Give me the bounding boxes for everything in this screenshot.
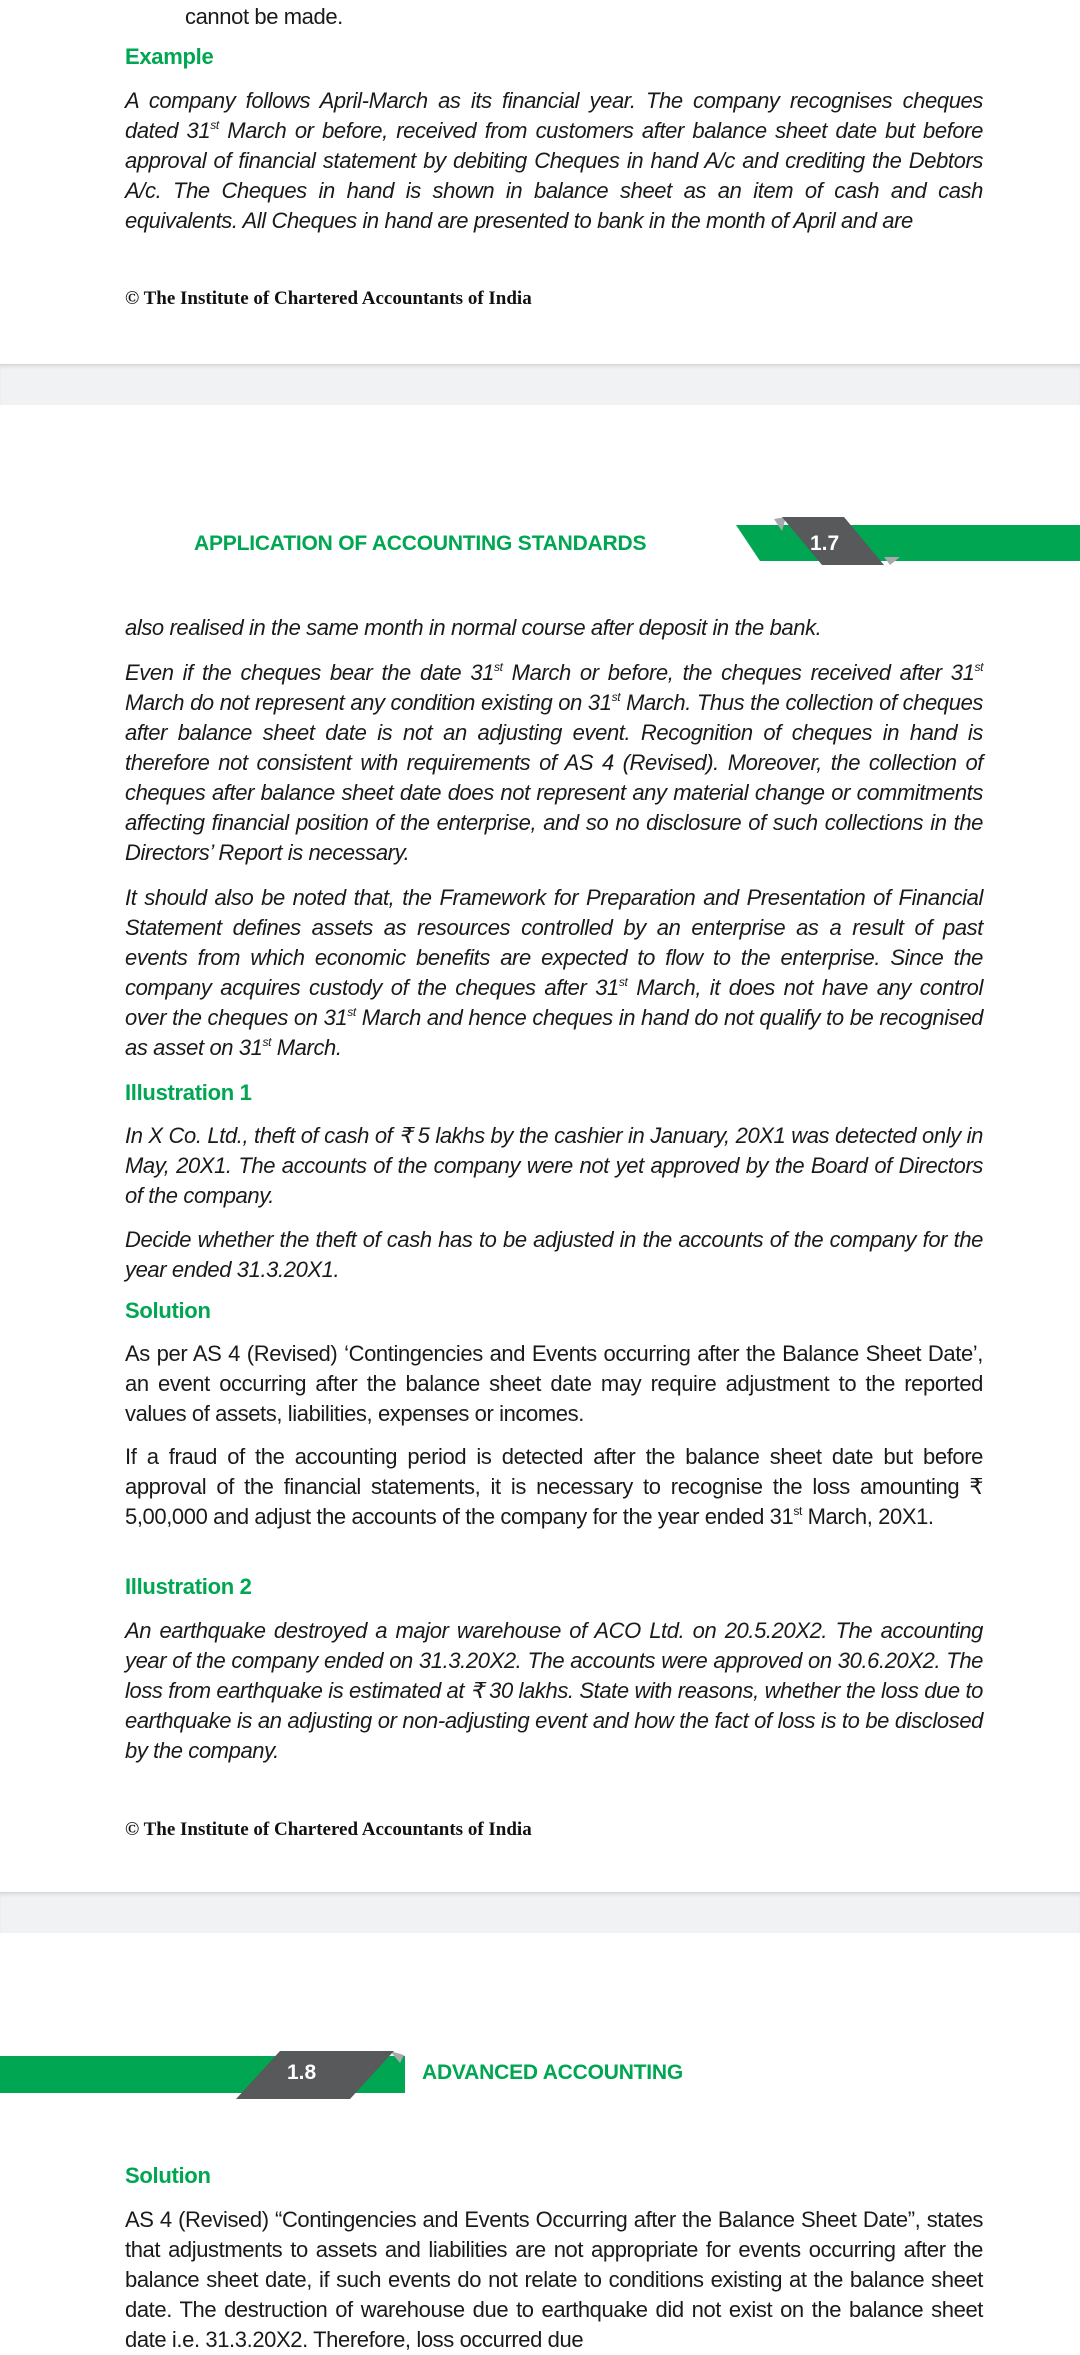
page-number: 1.7 bbox=[810, 532, 840, 555]
page-number: 1.8 bbox=[287, 2061, 317, 2084]
page-footer-copyright: © The Institute of Chartered Accountants of India bbox=[125, 1819, 532, 1840]
pdf-page-3 bbox=[0, 1933, 1080, 2352]
example-heading: Example bbox=[125, 44, 214, 69]
green-band bbox=[736, 525, 1080, 561]
page-separator bbox=[0, 1892, 1080, 1934]
solution-2-text: AS 4 (Revised) “Contingencies and Events Occurring after the Balance Sheet Date”, states that adjustments to assets and liabilities are not appropriate for events occurring after the balance sheet date, if such events do not relate to conditions existing at the balance sheet date. The destruction of warehouse due to earthquake did not exist on the balance sheet date i.e. 31.3.20X2. Therefore, loss occurred due bbox=[125, 2207, 983, 2352]
page-header-title: ADVANCED ACCOUNTING bbox=[422, 2061, 684, 2084]
solution-1-heading: Solution bbox=[125, 1298, 211, 1323]
continuation-text: also realised in the same month in normal course after deposit in the bank. bbox=[125, 615, 822, 640]
ordinal-superscript: st bbox=[974, 660, 984, 674]
illustration-1-heading: Illustration 1 bbox=[125, 1080, 252, 1105]
page-number-band bbox=[724, 513, 1080, 565]
ordinal-superscript: st bbox=[262, 1035, 272, 1049]
page-separator bbox=[0, 364, 1080, 406]
solution-1-paragraph: As per AS 4 (Revised) ‘Contingencies and Events occurring after the Balance Sheet Date’, an event occurring after the balance sheet date may require adjustment to the reported values of assets, liabilities, expenses or incomes. bbox=[125, 1341, 983, 1426]
solution-1-paragraph-2: If a fraud of the accounting period is detected after the balance sheet date but before approval of the financial statements, it is necessary to recognise the loss amounting ₹ 5,00,000 and adjust the accounts of the company for the year ended 31st March, 20X1. bbox=[125, 1444, 983, 1529]
ordinal-superscript: st bbox=[347, 1005, 356, 1019]
ordinal-superscript: st bbox=[618, 975, 628, 989]
ordinal-superscript: st bbox=[611, 690, 621, 704]
page-number-band bbox=[0, 2047, 410, 2099]
example-paragraph: A company follows April-March as its financial year. The company recognises cheques dated 31st March or before, received from customers after balance sheet date but before approval of financial statement by debiting Cheques in hand A/c and crediting the Debtors A/c. The Cheques in hand is shown in balance sheet as an item of cash and cash equivalents. All Cheques in hand are presented to bank in the month of April and are bbox=[125, 88, 984, 233]
illustration-1-question: Decide whether the theft of cash has to be adjusted in the accounts of the company for the year ended 31.3.20X1. bbox=[125, 1227, 983, 1282]
page-header-title: APPLICATION OF ACCOUNTING STANDARDS bbox=[194, 532, 647, 555]
illustration-1-text: In X Co. Ltd., theft of cash of ₹ 5 lakhs by the cashier in January, 20X1 was detected only in May, 20X1. The accounts of the company were not yet approved by the Board of Directors of the company. bbox=[125, 1123, 983, 1208]
paragraph: It should also be noted that, the Framework for Preparation and Presentation of Financial Statement defines assets as resources controlled by an enterprise as a result of past events from which economic benefits are expected to flow to the enterprise. Since the company acquires custody of the cheques after 31st March, it does not have any control over the cheques on 31st March and hence cheques in hand do not qualify to be recognised as asset on 31st March. bbox=[125, 885, 983, 1060]
solution-2-heading: Solution bbox=[125, 2163, 211, 2188]
ordinal-superscript: st bbox=[793, 1504, 802, 1518]
pdf-page-1 bbox=[0, 0, 1080, 364]
illustration-2-heading: Illustration 2 bbox=[125, 1574, 252, 1599]
ordinal-superscript: st bbox=[210, 118, 219, 132]
illustration-2-text: An earthquake destroyed a major warehouse of ACO Ltd. on 20.5.20X2. The accounting year of the company ended on 31.3.20X2. The accounts were approved on 30.6.20X2. The loss from earthquake is estimated at ₹ 30 lakhs. State with reasons, whether the loss due to earthquake is an adjusting or non-adjusting event and how the fact of loss is to be disclosed by the company. bbox=[125, 1618, 983, 1763]
pdf-page-2 bbox=[0, 405, 1080, 1892]
paragraph: Even if the cheques bear the date 31st March or before, the cheques received after 31st March do not represent any condition existing on 31st March. Thus the collection of cheques after balance sheet date is not an adjusting event. Recognition of cheques in hand is therefore not consistent with requirements of AS 4 (Revised). Moreover, the collection of cheques after balance sheet date does not represent any material change or commitments affecting financial position of the enterprise, and so no disclosure of such collections in the Directors’ Report is necessary. bbox=[125, 660, 984, 865]
carryover-text: cannot be made. bbox=[185, 4, 343, 29]
ordinal-superscript: st bbox=[494, 660, 503, 674]
page-footer-copyright: © The Institute of Chartered Accountants of India bbox=[125, 288, 532, 309]
